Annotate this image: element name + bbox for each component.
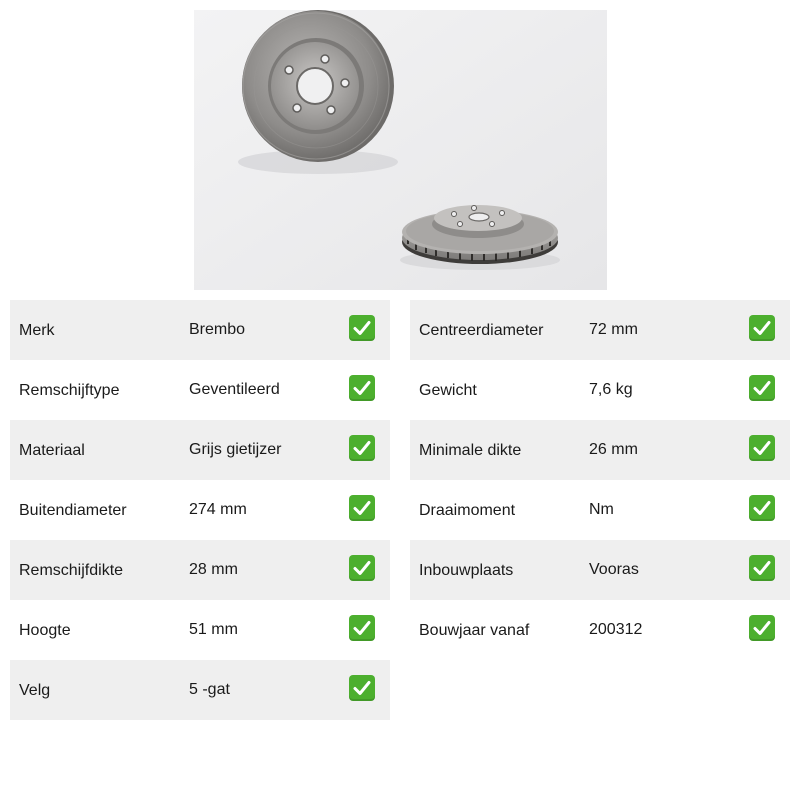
- spec-row-buitendiameter: [10, 480, 390, 540]
- check-mark-icon: [749, 615, 775, 641]
- spec-row-materiaal: [10, 420, 390, 480]
- spec-label: Velg: [19, 682, 51, 699]
- spec-value: Brembo: [189, 321, 246, 338]
- spec-row-centreerdiameter: [410, 300, 790, 360]
- check-mark-icon: [749, 435, 775, 461]
- spec-value: 7,6 kg: [589, 381, 633, 398]
- spec-label: Materiaal: [19, 442, 85, 459]
- check-mark-icon: [349, 555, 375, 581]
- check-mark-icon: [349, 315, 375, 341]
- spec-label: Draaimoment: [419, 502, 516, 519]
- spec-label: Remschijftype: [19, 382, 120, 399]
- check-mark-icon: [349, 435, 375, 461]
- spec-row-merk: [10, 300, 390, 360]
- check-mark-icon: [349, 495, 375, 521]
- check-mark-icon: [349, 675, 375, 701]
- spec-row-hoogte: [10, 600, 390, 660]
- spec-row-gewicht: [410, 360, 790, 420]
- spec-label: Remschijfdikte: [19, 562, 124, 579]
- spec-row-draaimoment: [410, 480, 790, 540]
- spec-row-remschijfdikte: [10, 540, 390, 600]
- spec-row-remschijftype: [10, 360, 390, 420]
- spec-label: Gewicht: [419, 382, 477, 399]
- spec-value: 274 mm: [189, 501, 247, 518]
- spec-table-right: [410, 300, 790, 660]
- check-mark-icon: [749, 495, 775, 521]
- check-mark-icon: [349, 375, 375, 401]
- check-mark-icon: [749, 315, 775, 341]
- spec-label: Centreerdiameter: [419, 322, 544, 339]
- spec-label: Merk: [19, 322, 55, 339]
- spec-value: 200312: [589, 621, 643, 638]
- spec-row-inbouwplaats: [410, 540, 790, 600]
- spec-label: Hoogte: [19, 622, 71, 639]
- product-image: [194, 10, 607, 290]
- brake-disc-icon: [194, 10, 607, 290]
- spec-value: Nm: [589, 501, 614, 518]
- check-mark-icon: [349, 615, 375, 641]
- check-mark-icon: [749, 375, 775, 401]
- spec-label: Minimale dikte: [419, 442, 522, 459]
- spec-label: Inbouwplaats: [419, 562, 514, 579]
- spec-value: 51 mm: [189, 621, 238, 638]
- spec-value: 72 mm: [589, 321, 638, 338]
- spec-value: 28 mm: [189, 561, 238, 578]
- spec-label: Bouwjaar vanaf: [419, 622, 530, 639]
- spec-value: Geventileerd: [189, 381, 280, 398]
- spec-row-velg: [10, 660, 390, 720]
- spec-row-minimale-dikte: [410, 420, 790, 480]
- spec-table-left: [10, 300, 390, 720]
- spec-value: 5 -gat: [189, 681, 230, 698]
- spec-label: Buitendiameter: [19, 502, 127, 519]
- spec-value: 26 mm: [589, 441, 638, 458]
- spec-value: Vooras: [589, 561, 639, 578]
- spec-value: Grijs gietijzer: [189, 441, 282, 458]
- spec-row-bouwjaar-vanaf: [410, 600, 790, 660]
- check-mark-icon: [749, 555, 775, 581]
